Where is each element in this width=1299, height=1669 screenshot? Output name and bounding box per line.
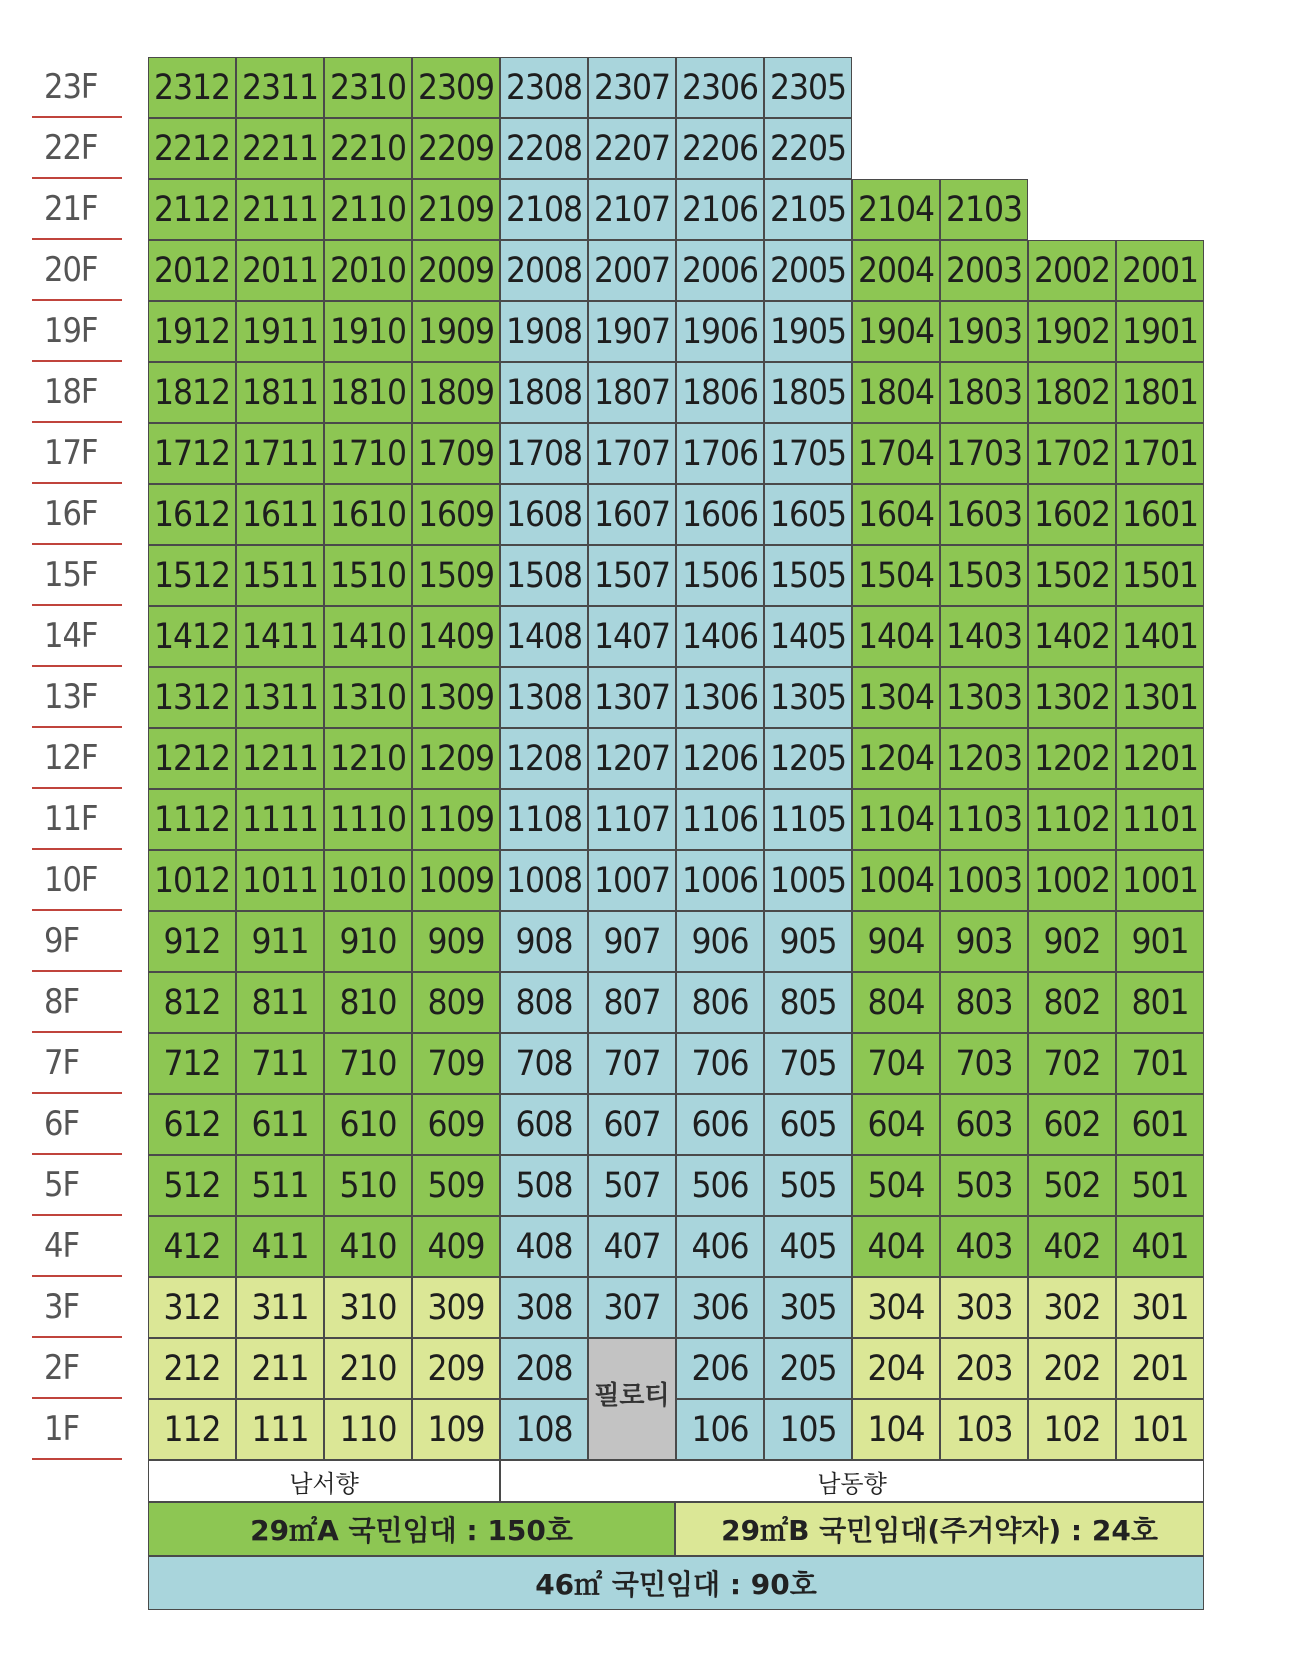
unit-cell: 901: [1116, 911, 1204, 972]
unit-cell: 2107: [588, 179, 676, 240]
unit-cell: 1509: [412, 545, 500, 606]
unit-cell: 1511: [236, 545, 324, 606]
unit-cell: 711: [236, 1033, 324, 1094]
unit-cell: 1811: [236, 362, 324, 423]
unit-cell: 407: [588, 1216, 676, 1277]
unit-cell: 808: [500, 972, 588, 1033]
unit-cell: 202: [1028, 1338, 1116, 1399]
unit-cell: 1012: [148, 850, 236, 911]
legend-type-46: 46㎡ 국민임대 : 90호: [148, 1556, 1204, 1610]
unit-cell: 1605: [764, 484, 852, 545]
unit-cell: 812: [148, 972, 236, 1033]
unit-cell: 709: [412, 1033, 500, 1094]
unit-cell: 401: [1116, 1216, 1204, 1277]
unit-cell: 804: [852, 972, 940, 1033]
unit-cell: 1201: [1116, 728, 1204, 789]
unit-cell: 506: [676, 1155, 764, 1216]
floor-label: 15F: [32, 545, 122, 606]
unit-cell: 2011: [236, 240, 324, 301]
unit-cell: 2206: [676, 118, 764, 179]
unit-cell: 602: [1028, 1094, 1116, 1155]
floor-label: 1F: [32, 1399, 122, 1460]
unit-cell: 1705: [764, 423, 852, 484]
unit-cell: 805: [764, 972, 852, 1033]
unit-cell: 1102: [1028, 789, 1116, 850]
unit-cell: 312: [148, 1277, 236, 1338]
unit-cell: 211: [236, 1338, 324, 1399]
unit-cell: 112: [148, 1399, 236, 1460]
unit-cell: 710: [324, 1033, 412, 1094]
unit-cell: 1612: [148, 484, 236, 545]
unit-cell: 809: [412, 972, 500, 1033]
unit-cell: 1108: [500, 789, 588, 850]
unit-cell: 1407: [588, 606, 676, 667]
unit-cell: 2006: [676, 240, 764, 301]
floor-label: 12F: [32, 728, 122, 789]
unit-cell: 1703: [940, 423, 1028, 484]
unit-cell: 1712: [148, 423, 236, 484]
unit-cell: 704: [852, 1033, 940, 1094]
unit-cell: 101: [1116, 1399, 1204, 1460]
unit-cell: 906: [676, 911, 764, 972]
unit-cell: 1211: [236, 728, 324, 789]
unit-cell: 108: [500, 1399, 588, 1460]
unit-cell: 505: [764, 1155, 852, 1216]
unit-cell: 1801: [1116, 362, 1204, 423]
unit-cell: 306: [676, 1277, 764, 1338]
unit-cell: 1312: [148, 667, 236, 728]
unit-cell: 210: [324, 1338, 412, 1399]
unit-cell: 1004: [852, 850, 940, 911]
unit-cell: 106: [676, 1399, 764, 1460]
unit-cell: 1804: [852, 362, 940, 423]
unit-cell: 203: [940, 1338, 1028, 1399]
unit-cell: 811: [236, 972, 324, 1033]
unit-cell: 1107: [588, 789, 676, 850]
floor-label: 18F: [32, 362, 122, 423]
floor-label: 7F: [32, 1033, 122, 1094]
unit-cell: 1002: [1028, 850, 1116, 911]
floor-label: 11F: [32, 789, 122, 850]
unit-cell: 2002: [1028, 240, 1116, 301]
unit-cell: 909: [412, 911, 500, 972]
unit-cell: 702: [1028, 1033, 1116, 1094]
unit-cell: 2112: [148, 179, 236, 240]
unit-cell: 1202: [1028, 728, 1116, 789]
unit-cell: 103: [940, 1399, 1028, 1460]
unit-cell: 2110: [324, 179, 412, 240]
unit-cell: 2111: [236, 179, 324, 240]
unit-cell: 1206: [676, 728, 764, 789]
unit-cell: 1808: [500, 362, 588, 423]
unit-cell: 1502: [1028, 545, 1116, 606]
unit-cell: 1209: [412, 728, 500, 789]
unit-cell: 2012: [148, 240, 236, 301]
unit-cell: 1709: [412, 423, 500, 484]
unit-cell: 1308: [500, 667, 588, 728]
unit-cell: 1806: [676, 362, 764, 423]
unit-cell: 1710: [324, 423, 412, 484]
unit-cell: 205: [764, 1338, 852, 1399]
unit-cell: 1504: [852, 545, 940, 606]
unit-cell: 410: [324, 1216, 412, 1277]
unit-cell: 507: [588, 1155, 676, 1216]
unit-cell: 1706: [676, 423, 764, 484]
floor-label: 10F: [32, 850, 122, 911]
floor-label: 20F: [32, 240, 122, 301]
unit-cell: 310: [324, 1277, 412, 1338]
floor-label: 14F: [32, 606, 122, 667]
unit-cell: 2010: [324, 240, 412, 301]
unit-cell: 2106: [676, 179, 764, 240]
floor-label: 19F: [32, 301, 122, 362]
unit-cell: 2207: [588, 118, 676, 179]
unit-cell: 1905: [764, 301, 852, 362]
legend-type-b: 29㎡B 국민임대(주거약자) : 24호: [675, 1502, 1204, 1556]
unit-cell: 1608: [500, 484, 588, 545]
unit-cell: 610: [324, 1094, 412, 1155]
unit-cell: 1907: [588, 301, 676, 362]
unit-cell: 305: [764, 1277, 852, 1338]
unit-cell: 908: [500, 911, 588, 972]
unit-cell: 1412: [148, 606, 236, 667]
southeast-orientation-label: 남동향: [500, 1460, 1204, 1502]
unit-cell: 1305: [764, 667, 852, 728]
unit-cell: 1210: [324, 728, 412, 789]
unit-cell: 1111: [236, 789, 324, 850]
unit-cell: 705: [764, 1033, 852, 1094]
unit-cell: 606: [676, 1094, 764, 1155]
unit-cell: 1601: [1116, 484, 1204, 545]
unit-cell: 209: [412, 1338, 500, 1399]
unit-cell: 1809: [412, 362, 500, 423]
unit-cell: 311: [236, 1277, 324, 1338]
unit-cell: 204: [852, 1338, 940, 1399]
unit-cell: 1904: [852, 301, 940, 362]
unit-cell: 309: [412, 1277, 500, 1338]
unit-cell: 1302: [1028, 667, 1116, 728]
unit-cell: 2211: [236, 118, 324, 179]
unit-cell: 1401: [1116, 606, 1204, 667]
unit-cell: 2310: [324, 57, 412, 118]
unit-cell: 110: [324, 1399, 412, 1460]
unit-cell: 905: [764, 911, 852, 972]
unit-cell: 2007: [588, 240, 676, 301]
unit-cell: 604: [852, 1094, 940, 1155]
unit-cell: 910: [324, 911, 412, 972]
unit-cell: 512: [148, 1155, 236, 1216]
pilotis-block: 필로티: [588, 1338, 676, 1460]
unit-cell: 408: [500, 1216, 588, 1277]
unit-cell: 1106: [676, 789, 764, 850]
floor-label: 17F: [32, 423, 122, 484]
unit-cell: 1411: [236, 606, 324, 667]
unit-cell: 502: [1028, 1155, 1116, 1216]
floor-label: 16F: [32, 484, 122, 545]
floor-label: 5F: [32, 1155, 122, 1216]
unit-cell: 509: [412, 1155, 500, 1216]
unit-cell: 1304: [852, 667, 940, 728]
unit-cell: 1303: [940, 667, 1028, 728]
unit-cell: 1205: [764, 728, 852, 789]
unit-cell: 1812: [148, 362, 236, 423]
unit-cell: 2209: [412, 118, 500, 179]
unit-cell: 2105: [764, 179, 852, 240]
unit-cell: 1406: [676, 606, 764, 667]
unit-cell: 501: [1116, 1155, 1204, 1216]
unit-cell: 1008: [500, 850, 588, 911]
unit-cell: 807: [588, 972, 676, 1033]
unit-cell: 1606: [676, 484, 764, 545]
unit-cell: 1103: [940, 789, 1028, 850]
unit-cell: 510: [324, 1155, 412, 1216]
unit-cell: 712: [148, 1033, 236, 1094]
unit-cell: 2306: [676, 57, 764, 118]
unit-cell: 1408: [500, 606, 588, 667]
floor-label: 8F: [32, 972, 122, 1033]
unit-cell: 1404: [852, 606, 940, 667]
unit-cell: 1802: [1028, 362, 1116, 423]
unit-cell: 1505: [764, 545, 852, 606]
unit-cell: 1603: [940, 484, 1028, 545]
unit-cell: 409: [412, 1216, 500, 1277]
unit-cell: 1410: [324, 606, 412, 667]
unit-cell: 2312: [148, 57, 236, 118]
unit-cell: 801: [1116, 972, 1204, 1033]
unit-cell: 1301: [1116, 667, 1204, 728]
unit-cell: 1609: [412, 484, 500, 545]
unit-cell: 810: [324, 972, 412, 1033]
unit-cell: 1307: [588, 667, 676, 728]
unit-cell: 1110: [324, 789, 412, 850]
unit-cell: 904: [852, 911, 940, 972]
unit-cell: 2210: [324, 118, 412, 179]
unit-cell: 212: [148, 1338, 236, 1399]
unit-cell: 1207: [588, 728, 676, 789]
unit-cell: 2001: [1116, 240, 1204, 301]
unit-cell: 708: [500, 1033, 588, 1094]
floor-label: 22F: [32, 118, 122, 179]
unit-cell: 503: [940, 1155, 1028, 1216]
unit-cell: 611: [236, 1094, 324, 1155]
floor-label: 23F: [32, 57, 122, 118]
unit-cell: 601: [1116, 1094, 1204, 1155]
unit-cell: 1707: [588, 423, 676, 484]
unit-cell: 1909: [412, 301, 500, 362]
unit-cell: 1702: [1028, 423, 1116, 484]
unit-cell: 1503: [940, 545, 1028, 606]
unit-cell: 706: [676, 1033, 764, 1094]
unit-cell: 607: [588, 1094, 676, 1155]
unit-cell: 1311: [236, 667, 324, 728]
unit-cell: 1507: [588, 545, 676, 606]
unit-cell: 1704: [852, 423, 940, 484]
unit-cell: 1908: [500, 301, 588, 362]
unit-cell: 2212: [148, 118, 236, 179]
unit-cell: 308: [500, 1277, 588, 1338]
unit-cell: 2311: [236, 57, 324, 118]
unit-cell: 2305: [764, 57, 852, 118]
unit-cell: 1306: [676, 667, 764, 728]
unit-cell: 1204: [852, 728, 940, 789]
unit-cell: 411: [236, 1216, 324, 1277]
unit-cell: 1901: [1116, 301, 1204, 362]
floor-label: 3F: [32, 1277, 122, 1338]
unit-cell: 701: [1116, 1033, 1204, 1094]
southwest-orientation-label: 남서향: [148, 1460, 500, 1502]
unit-cell: 1112: [148, 789, 236, 850]
floor-label: 6F: [32, 1094, 122, 1155]
unit-cell: 1212: [148, 728, 236, 789]
unit-cell: 303: [940, 1277, 1028, 1338]
unit-cell: 105: [764, 1399, 852, 1460]
unit-cell: 1805: [764, 362, 852, 423]
unit-cell: 2109: [412, 179, 500, 240]
unit-cell: 104: [852, 1399, 940, 1460]
unit-cell: 1711: [236, 423, 324, 484]
unit-cell: 206: [676, 1338, 764, 1399]
unit-cell: 1810: [324, 362, 412, 423]
unit-cell: 1203: [940, 728, 1028, 789]
floor-label: 9F: [32, 911, 122, 972]
unit-cell: 1006: [676, 850, 764, 911]
unit-cell: 2003: [940, 240, 1028, 301]
unit-cell: 911: [236, 911, 324, 972]
unit-cell: 201: [1116, 1338, 1204, 1399]
unit-cell: 1906: [676, 301, 764, 362]
unit-cell: 1409: [412, 606, 500, 667]
unit-cell: 1903: [940, 301, 1028, 362]
unit-cell: 111: [236, 1399, 324, 1460]
unit-cell: 1610: [324, 484, 412, 545]
unit-cell: 1508: [500, 545, 588, 606]
unit-cell: 402: [1028, 1216, 1116, 1277]
unit-cell: 2005: [764, 240, 852, 301]
unit-cell: 2009: [412, 240, 500, 301]
unit-cell: 1011: [236, 850, 324, 911]
unit-cell: 608: [500, 1094, 588, 1155]
unit-cell: 806: [676, 972, 764, 1033]
floor-label: 4F: [32, 1216, 122, 1277]
unit-cell: 301: [1116, 1277, 1204, 1338]
unit-cell: 1005: [764, 850, 852, 911]
unit-cell: 803: [940, 972, 1028, 1033]
unit-cell: 1309: [412, 667, 500, 728]
unit-cell: 1512: [148, 545, 236, 606]
floor-label: 21F: [32, 179, 122, 240]
unit-cell: 208: [500, 1338, 588, 1399]
unit-cell: 2008: [500, 240, 588, 301]
unit-cell: 902: [1028, 911, 1116, 972]
unit-cell: 412: [148, 1216, 236, 1277]
unit-cell: 1501: [1116, 545, 1204, 606]
unit-cell: 403: [940, 1216, 1028, 1277]
unit-cell: 1007: [588, 850, 676, 911]
unit-cell: 2205: [764, 118, 852, 179]
floor-label: 13F: [32, 667, 122, 728]
unit-cell: 907: [588, 911, 676, 972]
unit-cell: 511: [236, 1155, 324, 1216]
unit-cell: 1902: [1028, 301, 1116, 362]
unit-cell: 2208: [500, 118, 588, 179]
unit-cell: 802: [1028, 972, 1116, 1033]
unit-cell: 2104: [852, 179, 940, 240]
unit-cell: 406: [676, 1216, 764, 1277]
unit-cell: 1708: [500, 423, 588, 484]
unit-cell: 1405: [764, 606, 852, 667]
unit-cell: 508: [500, 1155, 588, 1216]
unit-cell: 2004: [852, 240, 940, 301]
unit-cell: 1403: [940, 606, 1028, 667]
unit-cell: 1310: [324, 667, 412, 728]
unit-cell: 1101: [1116, 789, 1204, 850]
unit-cell: 2309: [412, 57, 500, 118]
unit-cell: 1105: [764, 789, 852, 850]
unit-cell: 1803: [940, 362, 1028, 423]
unit-cell: 903: [940, 911, 1028, 972]
unit-cell: 304: [852, 1277, 940, 1338]
unit-cell: 1402: [1028, 606, 1116, 667]
unit-cell: 2308: [500, 57, 588, 118]
unit-cell: 1001: [1116, 850, 1204, 911]
unit-cell: 1510: [324, 545, 412, 606]
unit-cell: 2108: [500, 179, 588, 240]
unit-cell: 102: [1028, 1399, 1116, 1460]
unit-cell: 109: [412, 1399, 500, 1460]
unit-cell: 404: [852, 1216, 940, 1277]
unit-cell: 609: [412, 1094, 500, 1155]
unit-cell: 1607: [588, 484, 676, 545]
unit-cell: 1911: [236, 301, 324, 362]
unit-cell: 1009: [412, 850, 500, 911]
unit-cell: 612: [148, 1094, 236, 1155]
unit-cell: 2103: [940, 179, 1028, 240]
unit-cell: 1912: [148, 301, 236, 362]
unit-cell: 605: [764, 1094, 852, 1155]
unit-cell: 1910: [324, 301, 412, 362]
unit-cell: 1010: [324, 850, 412, 911]
unit-cell: 405: [764, 1216, 852, 1277]
unit-cell: 703: [940, 1033, 1028, 1094]
unit-cell: 1604: [852, 484, 940, 545]
unit-cell: 1003: [940, 850, 1028, 911]
unit-cell: 1611: [236, 484, 324, 545]
unit-cell: 504: [852, 1155, 940, 1216]
unit-cell: 1701: [1116, 423, 1204, 484]
floor-label: 2F: [32, 1338, 122, 1399]
legend-type-a: 29㎡A 국민임대 : 150호: [148, 1502, 675, 1556]
unit-cell: 2307: [588, 57, 676, 118]
unit-cell: 1104: [852, 789, 940, 850]
unit-cell: 912: [148, 911, 236, 972]
unit-cell: 1109: [412, 789, 500, 850]
unit-cell: 1506: [676, 545, 764, 606]
unit-cell: 707: [588, 1033, 676, 1094]
unit-cell: 307: [588, 1277, 676, 1338]
unit-cell: 302: [1028, 1277, 1116, 1338]
unit-cell: 1208: [500, 728, 588, 789]
unit-cell: 603: [940, 1094, 1028, 1155]
unit-cell: 1602: [1028, 484, 1116, 545]
unit-cell: 1807: [588, 362, 676, 423]
